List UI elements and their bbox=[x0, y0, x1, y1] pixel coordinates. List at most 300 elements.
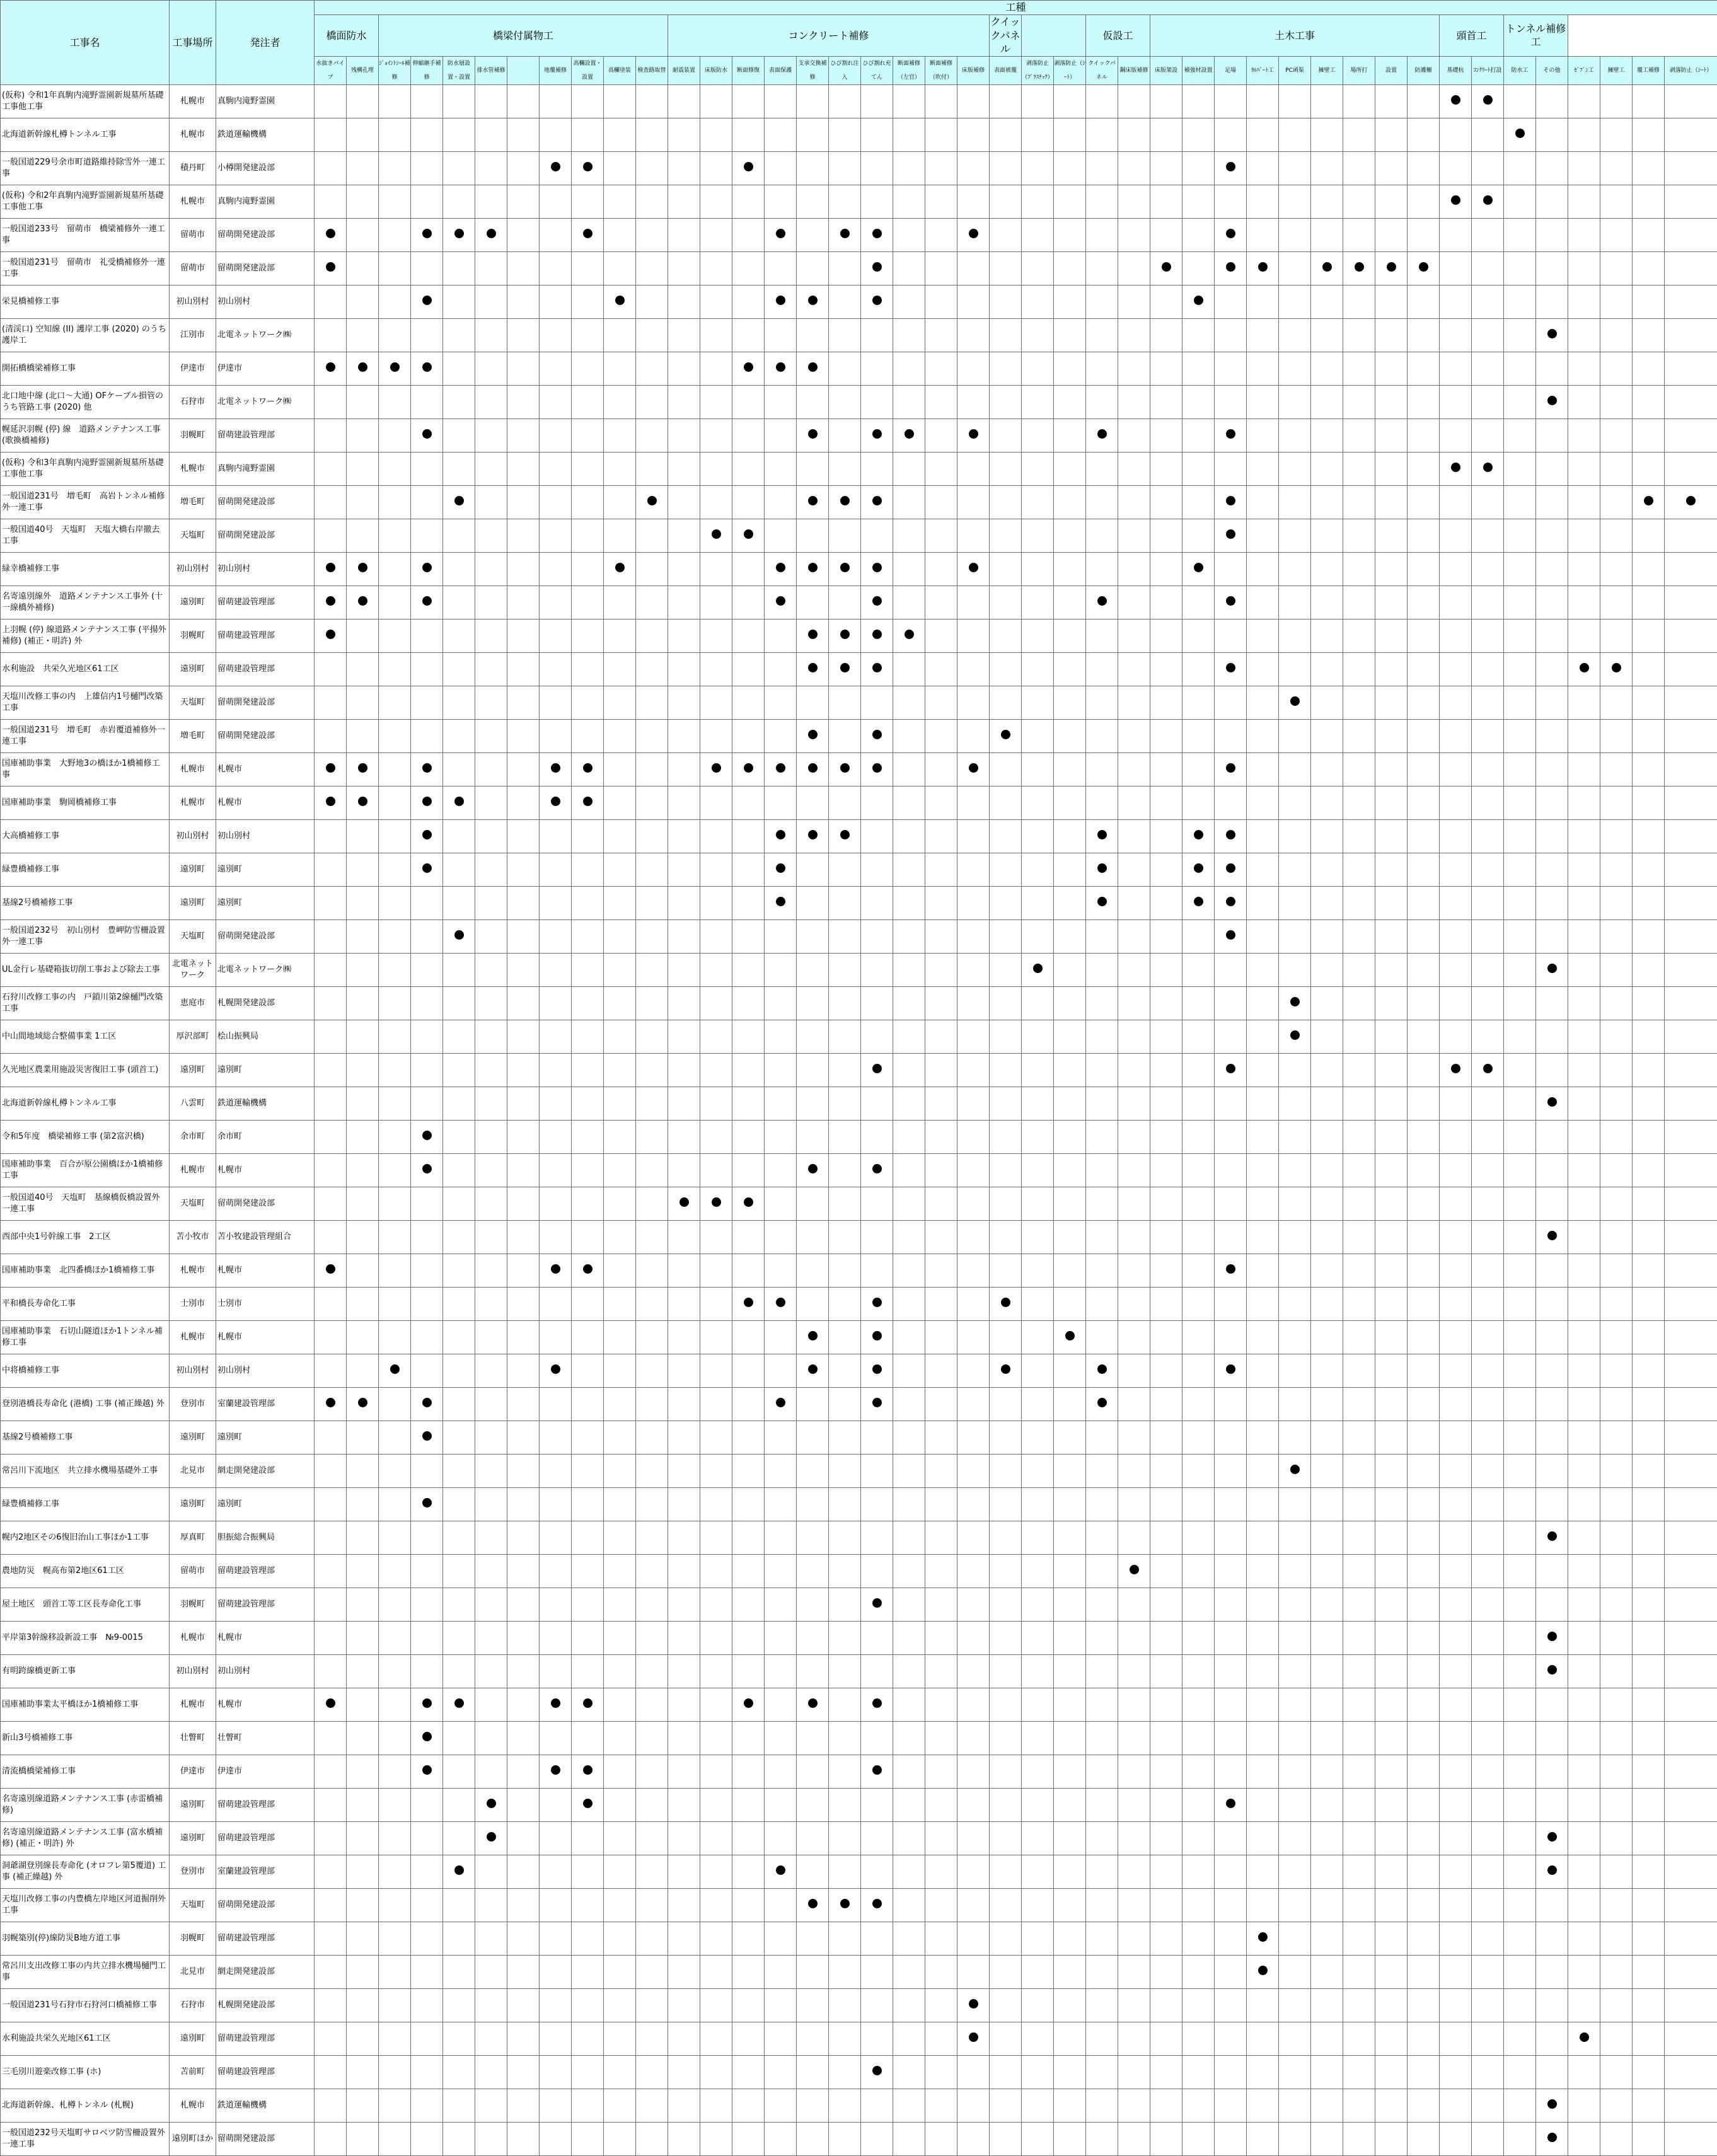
project-name-cell: 北海道新幹線札樽トンネル工事 bbox=[1, 1087, 170, 1120]
mark-cell bbox=[1215, 1554, 1247, 1588]
mark-dot bbox=[1580, 663, 1589, 672]
mark-cell bbox=[1600, 1621, 1633, 1654]
mark-cell bbox=[925, 1187, 957, 1220]
mark-dot bbox=[872, 1899, 882, 1908]
mark-cell bbox=[1022, 953, 1054, 986]
mark-cell bbox=[1150, 1521, 1182, 1554]
mark-cell bbox=[732, 1621, 765, 1654]
mark-cell bbox=[540, 1688, 572, 1721]
location-cell: 北電ネットワーク bbox=[170, 953, 216, 986]
mark-cell bbox=[1440, 1254, 1472, 1287]
mark-cell bbox=[1150, 786, 1182, 819]
mark-dot bbox=[1547, 1097, 1557, 1107]
mark-dot bbox=[1097, 596, 1107, 606]
mark-cell bbox=[732, 1120, 765, 1153]
mark-cell bbox=[1311, 919, 1343, 953]
mark-cell bbox=[829, 1688, 861, 1721]
mark-cell bbox=[1375, 1387, 1408, 1421]
mark-cell bbox=[1504, 1120, 1536, 1153]
mark-cell bbox=[990, 218, 1022, 251]
mark-cell bbox=[1247, 1254, 1279, 1287]
mark-cell bbox=[1633, 786, 1665, 819]
location-cell: 留萌市 bbox=[170, 1554, 216, 1588]
mark-cell bbox=[765, 719, 797, 752]
mark-cell bbox=[732, 1053, 765, 1087]
mark-cell bbox=[1086, 1955, 1118, 1988]
mark-dot bbox=[326, 1398, 335, 1407]
mark-cell bbox=[1150, 752, 1182, 786]
mark-cell bbox=[411, 1821, 443, 1855]
mark-cell bbox=[1633, 1320, 1665, 1354]
mark-cell bbox=[1118, 84, 1150, 118]
mark-cell bbox=[1343, 385, 1375, 418]
mark-cell bbox=[1440, 1988, 1472, 2022]
mark-cell bbox=[893, 452, 925, 485]
mark-cell bbox=[540, 919, 572, 953]
mark-cell bbox=[668, 1120, 700, 1153]
header-column: 耐震装置 bbox=[668, 56, 700, 84]
mark-cell bbox=[347, 986, 379, 1020]
mark-cell bbox=[797, 1721, 829, 1755]
mark-cell bbox=[540, 352, 572, 385]
mark-cell bbox=[829, 1254, 861, 1287]
mark-cell bbox=[604, 1320, 636, 1354]
mark-cell bbox=[1054, 1554, 1086, 1588]
mark-cell bbox=[636, 1120, 668, 1153]
mark-cell bbox=[1343, 1120, 1375, 1153]
mark-cell bbox=[1568, 1922, 1600, 1955]
mark-cell bbox=[765, 519, 797, 552]
mark-cell bbox=[475, 2055, 507, 2089]
mark-cell bbox=[443, 953, 475, 986]
mark-cell bbox=[443, 1955, 475, 1988]
header-group: 橋梁付属物工 bbox=[379, 15, 668, 57]
mark-cell bbox=[1665, 1922, 1717, 1955]
mark-dot bbox=[1226, 930, 1235, 940]
mark-dot bbox=[422, 830, 432, 839]
mark-cell bbox=[1279, 1220, 1311, 1254]
table-row bbox=[1, 1588, 1717, 1621]
mark-cell bbox=[1440, 1187, 1472, 1220]
table-row bbox=[1, 151, 1717, 185]
mark-cell bbox=[1279, 485, 1311, 519]
mark-cell bbox=[347, 1454, 379, 1487]
client-cell: 初山別村 bbox=[216, 1654, 315, 1688]
location-cell: 士別市 bbox=[170, 1287, 216, 1320]
mark-cell bbox=[1182, 1688, 1215, 1721]
mark-cell bbox=[1633, 1821, 1665, 1855]
mark-cell bbox=[668, 1554, 700, 1588]
mark-cell bbox=[475, 519, 507, 552]
mark-cell bbox=[604, 1788, 636, 1821]
mark-cell bbox=[925, 519, 957, 552]
location-cell: 札幌市 bbox=[170, 1320, 216, 1354]
mark-cell bbox=[1472, 1654, 1504, 1688]
mark-cell bbox=[700, 519, 732, 552]
mark-cell bbox=[1472, 719, 1504, 752]
mark-cell bbox=[1408, 986, 1440, 1020]
mark-dot bbox=[422, 1732, 432, 1741]
mark-cell bbox=[540, 1354, 572, 1387]
mark-cell bbox=[1086, 385, 1118, 418]
mark-cell bbox=[668, 819, 700, 853]
mark-cell bbox=[990, 953, 1022, 986]
mark-cell bbox=[925, 786, 957, 819]
mark-cell bbox=[1440, 1554, 1472, 1588]
mark-cell bbox=[765, 1521, 797, 1554]
project-name-cell: 久光地区農業用施設災害復旧工事 (頭首工) bbox=[1, 1053, 170, 1087]
mark-cell bbox=[765, 1120, 797, 1153]
mark-cell bbox=[893, 385, 925, 418]
mark-cell bbox=[1311, 1454, 1343, 1487]
table-row bbox=[1, 352, 1717, 385]
mark-cell bbox=[475, 1220, 507, 1254]
mark-cell bbox=[829, 1922, 861, 1955]
mark-cell bbox=[829, 1020, 861, 1053]
table-row bbox=[1, 1187, 1717, 1220]
mark-cell bbox=[1182, 1421, 1215, 1454]
mark-dot bbox=[1547, 1665, 1557, 1675]
mark-cell bbox=[893, 752, 925, 786]
mark-cell bbox=[475, 1320, 507, 1354]
mark-cell bbox=[1665, 1621, 1717, 1654]
mark-cell bbox=[861, 1621, 893, 1654]
mark-dot bbox=[712, 763, 721, 773]
mark-cell bbox=[1150, 1888, 1182, 1922]
mark-dot bbox=[551, 162, 560, 171]
mark-cell bbox=[1054, 352, 1086, 385]
mark-cell bbox=[1600, 1053, 1633, 1087]
mark-cell bbox=[1279, 1120, 1311, 1153]
mark-cell bbox=[957, 218, 990, 251]
header-column: 剥落防止（ｼｰﾄ） bbox=[1054, 56, 1086, 84]
mark-cell bbox=[1311, 519, 1343, 552]
mark-cell bbox=[604, 1554, 636, 1588]
mark-cell bbox=[1504, 652, 1536, 686]
mark-cell bbox=[732, 686, 765, 719]
mark-dot bbox=[1547, 1231, 1557, 1240]
mark-cell bbox=[1086, 1755, 1118, 1788]
mark-cell bbox=[893, 84, 925, 118]
mark-cell bbox=[379, 886, 411, 919]
mark-cell bbox=[572, 552, 604, 585]
mark-dot bbox=[1097, 1364, 1107, 1374]
mark-cell bbox=[347, 1421, 379, 1454]
mark-cell bbox=[1311, 1654, 1343, 1688]
project-name-cell: 屋土地区 頭首工等工区長寿命化工事 bbox=[1, 1588, 170, 1621]
mark-cell bbox=[1440, 686, 1472, 719]
mark-cell bbox=[1440, 485, 1472, 519]
location-cell: 札幌市 bbox=[170, 118, 216, 151]
mark-cell bbox=[1504, 1187, 1536, 1220]
mark-cell bbox=[604, 953, 636, 986]
mark-cell bbox=[1311, 1254, 1343, 1287]
mark-cell bbox=[572, 385, 604, 418]
mark-cell bbox=[700, 1354, 732, 1387]
mark-cell bbox=[1311, 1755, 1343, 1788]
mark-cell bbox=[1182, 853, 1215, 886]
mark-cell bbox=[540, 1721, 572, 1755]
mark-cell bbox=[379, 1421, 411, 1454]
mark-cell bbox=[1247, 352, 1279, 385]
mark-cell bbox=[379, 1120, 411, 1153]
mark-dot bbox=[1226, 262, 1235, 272]
mark-cell bbox=[1343, 752, 1375, 786]
mark-cell bbox=[1633, 953, 1665, 986]
mark-cell bbox=[829, 218, 861, 251]
mark-cell bbox=[1086, 652, 1118, 686]
mark-cell bbox=[700, 1888, 732, 1922]
mark-dot bbox=[1547, 396, 1557, 405]
mark-cell bbox=[1536, 1922, 1568, 1955]
mark-cell bbox=[1343, 1087, 1375, 1120]
mark-cell bbox=[315, 1187, 347, 1220]
mark-cell bbox=[1054, 1421, 1086, 1454]
mark-cell bbox=[1086, 1521, 1118, 1554]
mark-cell bbox=[1311, 452, 1343, 485]
mark-cell bbox=[861, 1187, 893, 1220]
mark-cell bbox=[1408, 853, 1440, 886]
mark-cell bbox=[1118, 1688, 1150, 1721]
mark-cell bbox=[1440, 2122, 1472, 2155]
mark-cell bbox=[1472, 585, 1504, 619]
mark-cell bbox=[507, 886, 540, 919]
location-cell: 厚沢部町 bbox=[170, 1020, 216, 1053]
mark-cell bbox=[1665, 853, 1717, 886]
mark-cell bbox=[572, 418, 604, 452]
mark-cell bbox=[1118, 1354, 1150, 1387]
mark-cell bbox=[1215, 1955, 1247, 1988]
mark-cell bbox=[604, 1153, 636, 1187]
mark-cell bbox=[1375, 385, 1408, 418]
header-column: 床版補修 bbox=[957, 56, 990, 84]
mark-cell bbox=[1182, 1254, 1215, 1287]
mark-dot bbox=[1451, 1064, 1460, 1073]
mark-dot bbox=[326, 229, 335, 238]
mark-cell bbox=[990, 1654, 1022, 1688]
mark-cell bbox=[1118, 1153, 1150, 1187]
mark-cell bbox=[1633, 1721, 1665, 1755]
table-row bbox=[1, 986, 1717, 1020]
mark-cell bbox=[1279, 686, 1311, 719]
mark-cell bbox=[1504, 1087, 1536, 1120]
mark-cell bbox=[1022, 819, 1054, 853]
mark-cell bbox=[732, 218, 765, 251]
mark-cell bbox=[443, 1287, 475, 1320]
mark-cell bbox=[1215, 886, 1247, 919]
mark-cell bbox=[347, 1521, 379, 1554]
mark-cell bbox=[347, 118, 379, 151]
mark-cell bbox=[1665, 1521, 1717, 1554]
mark-cell bbox=[1633, 1487, 1665, 1521]
mark-dot bbox=[872, 296, 882, 305]
mark-cell bbox=[700, 719, 732, 752]
mark-cell bbox=[1054, 1320, 1086, 1354]
mark-cell bbox=[1054, 418, 1086, 452]
mark-cell bbox=[1022, 1654, 1054, 1688]
mark-cell bbox=[1086, 986, 1118, 1020]
mark-cell bbox=[411, 1855, 443, 1888]
mark-cell bbox=[1633, 686, 1665, 719]
mark-cell bbox=[636, 285, 668, 318]
mark-cell bbox=[1182, 84, 1215, 118]
mark-cell bbox=[411, 1588, 443, 1621]
mark-cell bbox=[1408, 151, 1440, 185]
mark-cell bbox=[1118, 418, 1150, 452]
mark-cell bbox=[315, 1120, 347, 1153]
mark-cell bbox=[1600, 1922, 1633, 1955]
mark-cell bbox=[1279, 786, 1311, 819]
mark-cell bbox=[604, 285, 636, 318]
mark-cell bbox=[990, 1554, 1022, 1588]
mark-cell bbox=[990, 2055, 1022, 2089]
mark-cell bbox=[829, 1320, 861, 1354]
mark-cell bbox=[1568, 1855, 1600, 1888]
mark-cell bbox=[1086, 151, 1118, 185]
header-group: 仮設工 bbox=[1086, 15, 1150, 57]
mark-cell bbox=[668, 1988, 700, 2022]
mark-cell bbox=[475, 1454, 507, 1487]
mark-cell bbox=[1343, 919, 1375, 953]
mark-cell bbox=[604, 1487, 636, 1521]
mark-cell bbox=[1215, 519, 1247, 552]
mark-cell bbox=[925, 1454, 957, 1487]
mark-cell bbox=[1633, 752, 1665, 786]
mark-cell bbox=[347, 1621, 379, 1654]
mark-cell bbox=[604, 1821, 636, 1855]
mark-cell bbox=[1215, 986, 1247, 1020]
mark-cell bbox=[411, 251, 443, 285]
mark-cell bbox=[1311, 2089, 1343, 2122]
mark-cell bbox=[668, 919, 700, 953]
mark-cell bbox=[1022, 2122, 1054, 2155]
mark-cell bbox=[1633, 1087, 1665, 1120]
mark-cell bbox=[1536, 1855, 1568, 1888]
mark-cell bbox=[1472, 752, 1504, 786]
location-cell: 江別市 bbox=[170, 318, 216, 352]
mark-cell bbox=[925, 1588, 957, 1621]
mark-cell bbox=[475, 185, 507, 218]
mark-cell bbox=[1440, 251, 1472, 285]
mark-dot bbox=[1547, 964, 1557, 973]
mark-cell bbox=[1472, 1254, 1504, 1287]
header-client: 発注者 bbox=[216, 1, 315, 85]
mark-cell bbox=[861, 1922, 893, 1955]
mark-cell bbox=[1311, 1788, 1343, 1821]
mark-cell bbox=[315, 1855, 347, 1888]
mark-cell bbox=[1311, 485, 1343, 519]
mark-cell bbox=[1182, 1153, 1215, 1187]
mark-cell bbox=[443, 886, 475, 919]
mark-cell bbox=[765, 2122, 797, 2155]
mark-cell bbox=[507, 1554, 540, 1588]
mark-cell bbox=[475, 318, 507, 352]
mark-cell bbox=[1504, 1320, 1536, 1354]
mark-cell bbox=[475, 1621, 507, 1654]
mark-cell bbox=[1568, 719, 1600, 752]
mark-cell bbox=[443, 1855, 475, 1888]
mark-cell bbox=[1408, 919, 1440, 953]
mark-cell bbox=[893, 552, 925, 585]
mark-cell bbox=[1375, 1922, 1408, 1955]
mark-cell bbox=[797, 1220, 829, 1254]
project-name-cell: 栄見橋補修工事 bbox=[1, 285, 170, 318]
mark-cell bbox=[1375, 1788, 1408, 1821]
mark-cell bbox=[1536, 418, 1568, 452]
mark-cell bbox=[957, 1755, 990, 1788]
mark-cell bbox=[925, 218, 957, 251]
mark-cell bbox=[1600, 485, 1633, 519]
mark-cell bbox=[475, 886, 507, 919]
mark-cell bbox=[1665, 986, 1717, 1020]
mark-cell bbox=[475, 385, 507, 418]
mark-cell bbox=[1343, 1153, 1375, 1187]
mark-dot bbox=[969, 229, 978, 238]
mark-cell bbox=[990, 1688, 1022, 1721]
mark-cell bbox=[1022, 1354, 1054, 1387]
project-name-cell: 名寄遠別線道路メンテナンス工事 (富水橋補修) (補正・明許) 外 bbox=[1, 1821, 170, 1855]
mark-cell bbox=[765, 251, 797, 285]
mark-cell bbox=[1665, 251, 1717, 285]
mark-cell bbox=[507, 2122, 540, 2155]
project-name-cell: 常呂川支出改修工事の内共立排水機場樋門工事 bbox=[1, 1955, 170, 1988]
mark-cell bbox=[379, 1454, 411, 1487]
mark-cell bbox=[1440, 986, 1472, 1020]
mark-cell bbox=[765, 1087, 797, 1120]
mark-cell bbox=[1086, 1688, 1118, 1721]
client-cell: 鉄道運輸機構 bbox=[216, 118, 315, 151]
client-cell: 遠別町 bbox=[216, 1053, 315, 1087]
mark-dot bbox=[1483, 463, 1493, 472]
mark-cell bbox=[1472, 185, 1504, 218]
mark-cell bbox=[957, 1421, 990, 1454]
mark-dot bbox=[808, 563, 818, 572]
client-cell: 留萌建設管理部 bbox=[216, 2022, 315, 2055]
mark-cell bbox=[1504, 1521, 1536, 1554]
mark-cell bbox=[668, 585, 700, 619]
project-name-cell: 基線2号橋補修工事 bbox=[1, 1421, 170, 1454]
mark-cell bbox=[957, 318, 990, 352]
mark-cell bbox=[475, 118, 507, 151]
mark-cell bbox=[1022, 1755, 1054, 1788]
mark-cell bbox=[347, 819, 379, 853]
mark-cell bbox=[732, 2055, 765, 2089]
mark-cell bbox=[411, 1053, 443, 1087]
mark-cell bbox=[1536, 1688, 1568, 1721]
mark-cell bbox=[636, 1855, 668, 1888]
mark-cell bbox=[797, 1187, 829, 1220]
mark-cell bbox=[1086, 519, 1118, 552]
mark-cell bbox=[1472, 619, 1504, 652]
mark-cell bbox=[1311, 786, 1343, 819]
location-cell: 天塩町 bbox=[170, 919, 216, 953]
mark-cell bbox=[1408, 1588, 1440, 1621]
mark-cell bbox=[1118, 1721, 1150, 1755]
mark-cell bbox=[1568, 1688, 1600, 1721]
mark-cell bbox=[379, 1554, 411, 1588]
mark-cell bbox=[1279, 1588, 1311, 1621]
mark-cell bbox=[1054, 519, 1086, 552]
mark-cell bbox=[1279, 1621, 1311, 1654]
mark-cell bbox=[1504, 519, 1536, 552]
mark-cell bbox=[1408, 1387, 1440, 1421]
mark-cell bbox=[1118, 385, 1150, 418]
mark-cell bbox=[1504, 1988, 1536, 2022]
mark-cell bbox=[604, 786, 636, 819]
mark-cell bbox=[1279, 1020, 1311, 1053]
mark-cell bbox=[1182, 1888, 1215, 1922]
mark-cell bbox=[797, 886, 829, 919]
